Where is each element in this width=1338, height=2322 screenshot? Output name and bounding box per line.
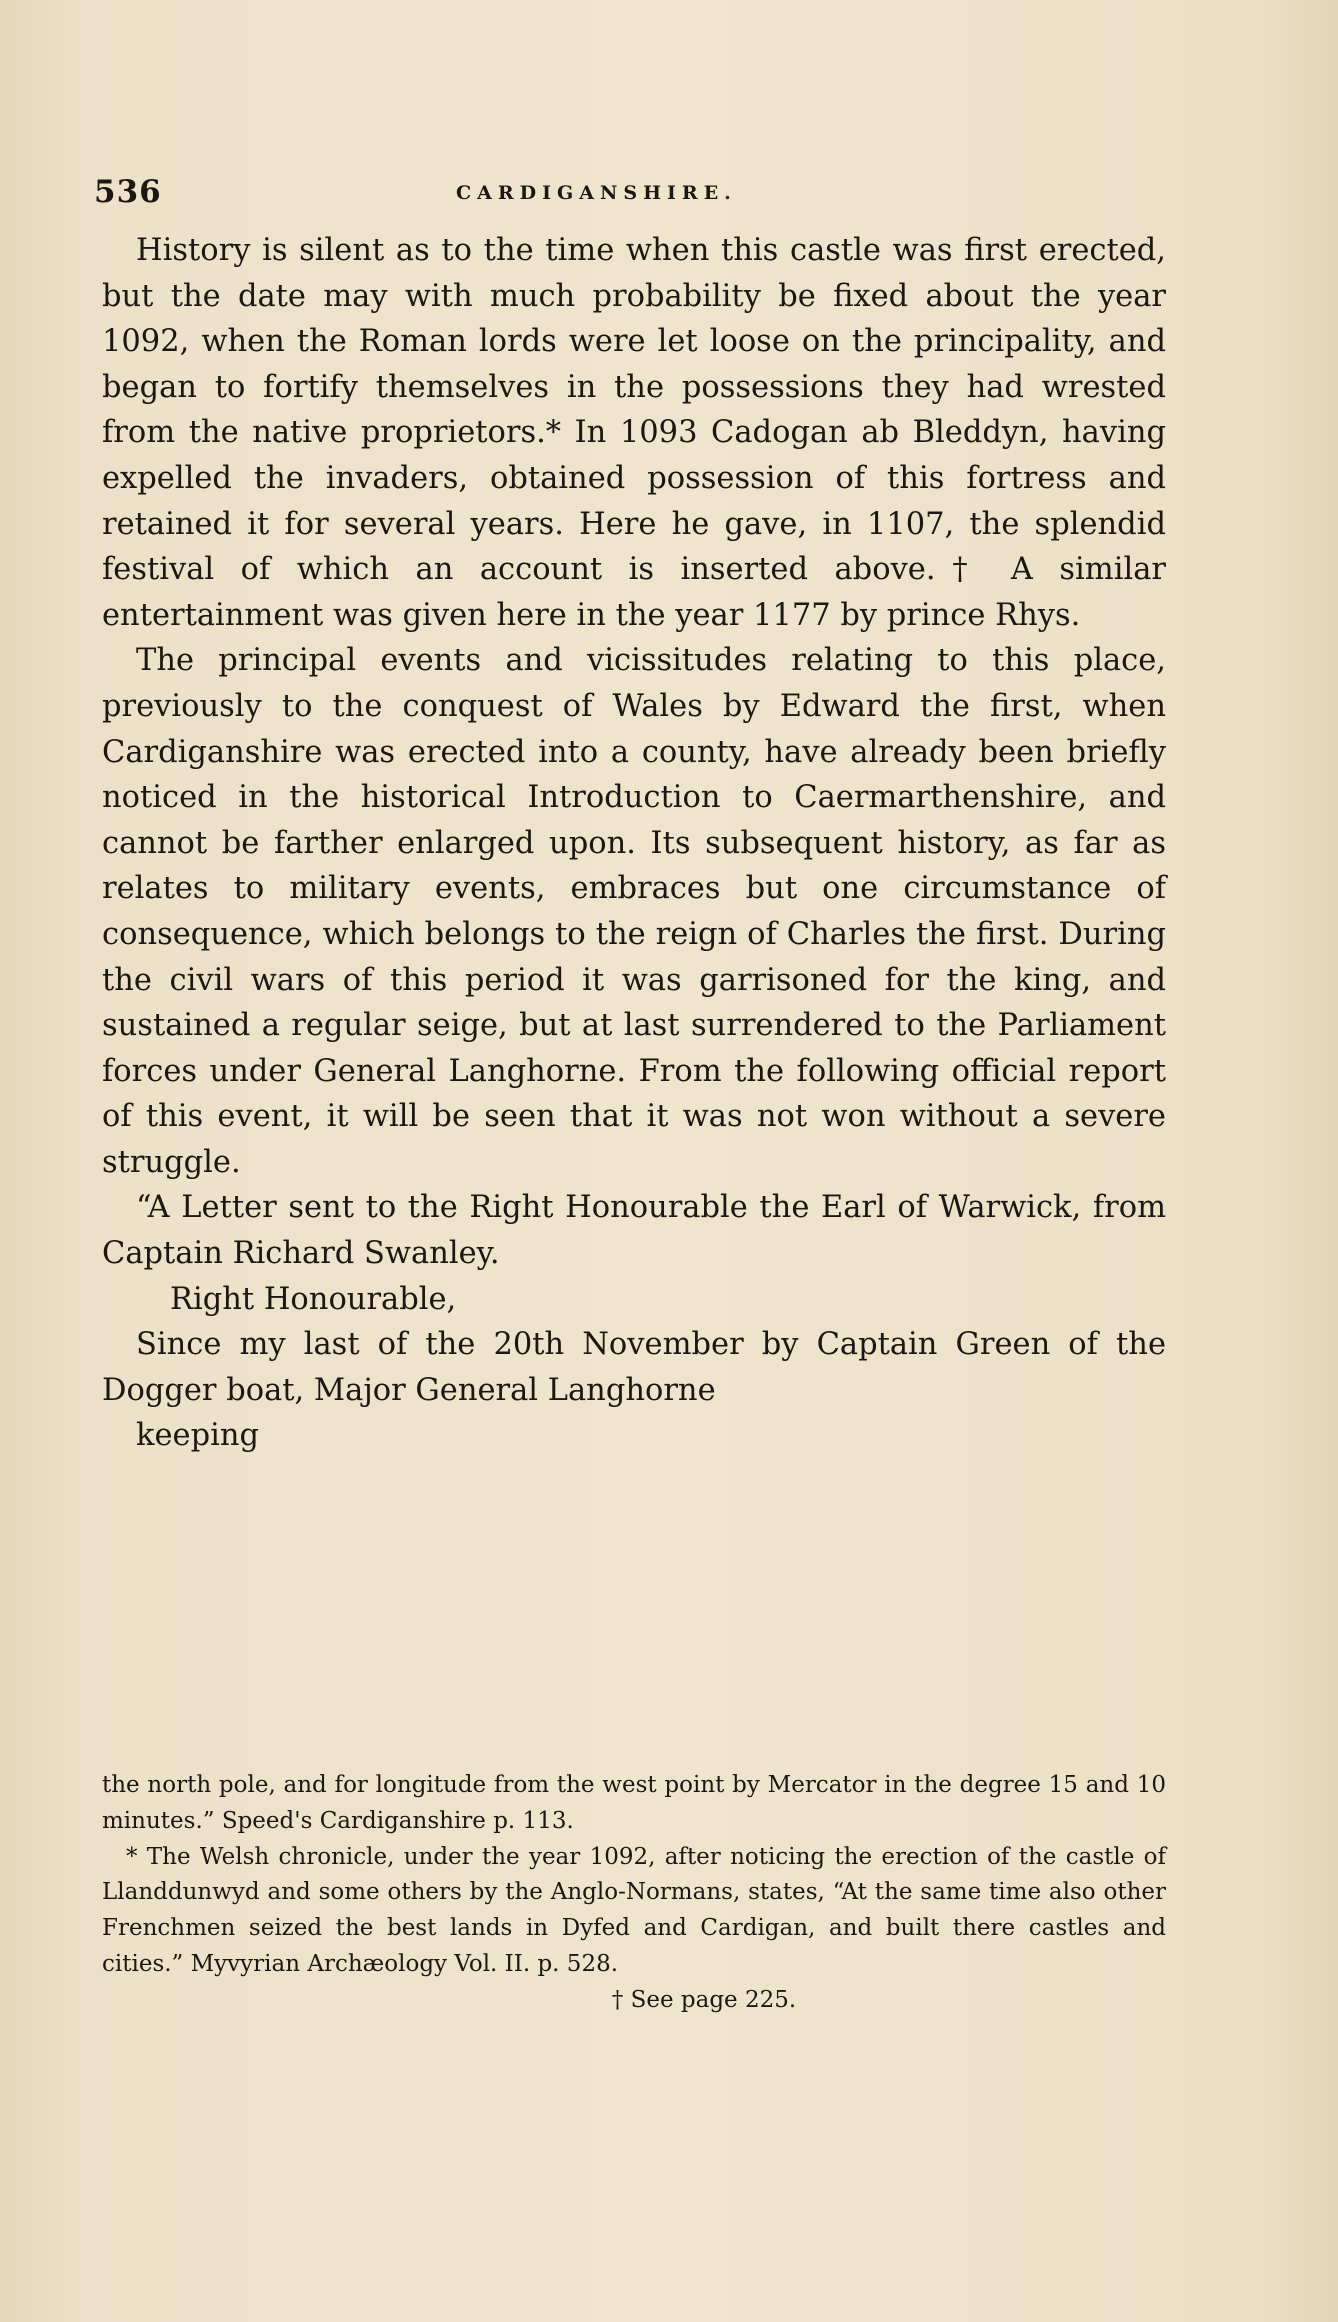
letter-salutation [102,1277,1166,1323]
paragraph-events: The principal events and vicissitudes relating to this place, previously to the conquest of Wales by Edward the first, when Cardiganshire was erected into a county, have already been briefly noticed in the historical Introduction to Caermarthenshire, and cannot be farther enlarged upon. Its subsequent history, as far as relates to military events, embraces but one circumstance of consequence, which belongs to the reign of Charles the first. During the civil wars of this period it was garrisoned for the king, and sustained a regular seige, but at last surrendered to the Parliament forces under General Langhorne. From the following official report of this event, it will be seen that it was not won without a severe struggle. [102,643,1166,1180]
footnote-welsh-chronicle: * The Welsh chronicle, under the year 1092, after noticing the erection of the castle of Llanddunwyd and some others by the Anglo-Normans, states, “At the same time also other Frenchmen seized the best lands in Dyfed and Cardigan, and built there castles and cities.” Myvyrian Archæology Vol. II. p. 528. [102,1843,1166,1977]
paragraph-letter-heading: “A Letter sent to the Right Honourable the Earl of Warwick, from Captain Richard Swanley. [102,1190,1166,1272]
catchword: keeping [136,1418,260,1454]
footnotes [102,1768,1166,2019]
salutation-text: Right Honourable, [170,1281,457,1317]
running-title: CARDIGANSHIRE. [456,182,737,204]
paragraph-castle-history: History is silent as to the time when this castle was first erected, but the date may with much probability be fixed about the year 1092, when the Roman lords were let loose on the principality, and began to fortify themselves in the possessions they had wrested from the native proprietors.* In 1093 Cadogan ab Bleddyn, having expelled the invaders, obtained possession of this fortress and retained it for several years. Here he gave, in 1107, the splendid festival of which an account is inserted above.† A similar entertainment was given here in the year 1177 by prince Rhys. [102,233,1166,633]
page-number: 536 [94,174,162,210]
page-header [94,174,1194,214]
body-text [102,228,1166,1459]
letter-opening: Since my last of the 20th November by Captain Green of the Dogger boat, Major General Langhorne [102,1327,1166,1408]
footnote-continued: the north pole, and for longitude from the west point by Mercator in the degree 15 and 10 minutes.” Speed's Cardiganshire p. 113. [102,1772,1166,1834]
footnote-see-page: † See page 225. [611,1986,797,2013]
